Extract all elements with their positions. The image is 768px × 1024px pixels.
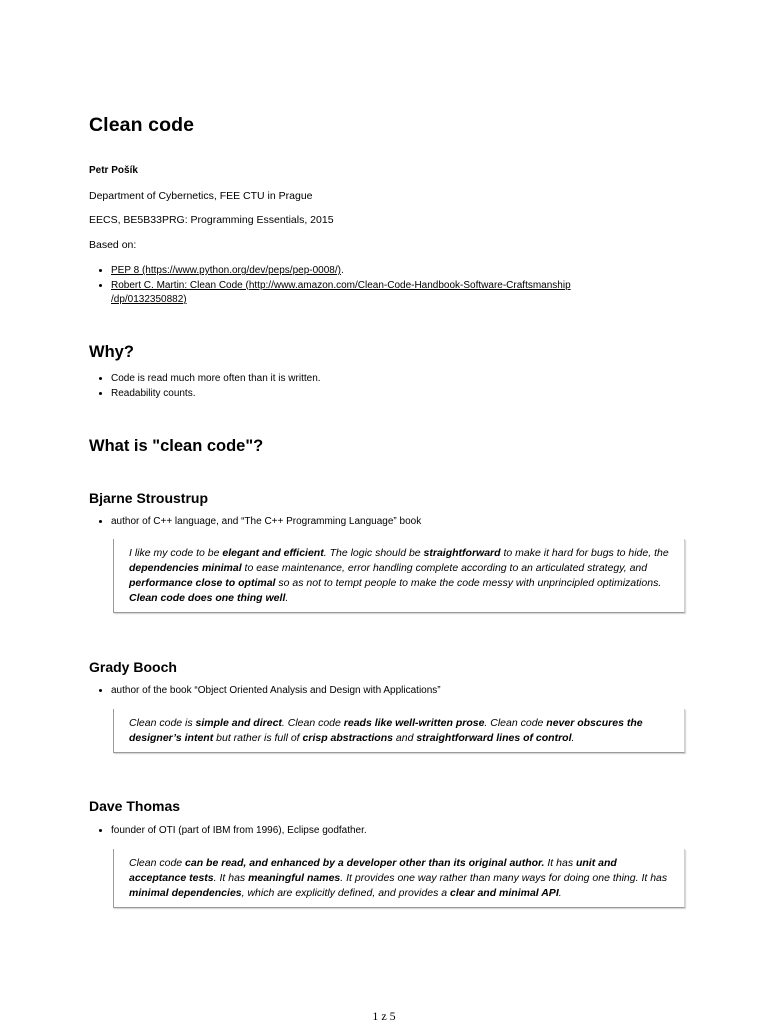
- emphasis-text: can be read, and enhanced by a developer other than its original author.: [185, 857, 545, 869]
- emphasis-text: clear and minimal API: [450, 887, 559, 899]
- what-is-clean-code-heading: What is "clean code"?: [89, 437, 264, 455]
- link-line: /dp/0132350882): [111, 294, 187, 305]
- emphasis-text: minimal dependencies: [129, 887, 242, 899]
- department-line: Department of Cybernetics, FEE CTU in Prague: [89, 190, 313, 202]
- person-heading-booch: Grady Booch: [89, 659, 177, 675]
- page-number: 1 z 5: [372, 1009, 396, 1023]
- page-title: Clean code: [89, 114, 195, 136]
- why-list: [99, 372, 321, 401]
- emphasis-text: straightforward: [423, 547, 501, 559]
- emphasis-text: unit and acceptance tests: [129, 857, 617, 884]
- booch-bio-list: [99, 684, 441, 699]
- booch-quote: Clean code is simple and direct. Clean code reads like well-written prose. Clean code never obscures the designer’s intent but rather is full of crisp abstractions and straightforward lines of control.: [113, 709, 685, 753]
- link-line: Robert C. Martin: Clean Code (http://www.amazon.com/Clean-Code-Handbook-Software-Craftsmanship: [111, 279, 571, 291]
- emphasis-text: dependencies minimal: [129, 562, 242, 574]
- list-item: • author of the book “Object Oriented Analysis and Design with Applications”: [111, 684, 441, 699]
- emphasis-text: meaningful names: [248, 872, 341, 884]
- person-heading-thomas: Dave Thomas: [89, 798, 181, 814]
- list-item: [111, 264, 571, 279]
- author-name: Petr Pošík: [89, 165, 138, 176]
- course-line: EECS, BE5B33PRG: Programming Essentials, 2015: [89, 214, 334, 226]
- person-heading-stroustrup: Bjarne Stroustrup: [89, 490, 209, 506]
- emphasis-text: straightforward lines of control: [416, 732, 572, 744]
- emphasis-text: crisp abstractions: [302, 732, 393, 744]
- thomas-bio-list: [99, 824, 367, 839]
- list-item: • Readability counts.: [111, 387, 321, 402]
- emphasis-text: elegant and efficient: [222, 547, 324, 559]
- references-list: [99, 264, 571, 308]
- emphasis-text: simple and direct: [195, 717, 282, 729]
- list-item: • author of C++ language, and “The C++ Programming Language” book: [111, 515, 421, 530]
- reference-suffix: .: [340, 265, 344, 276]
- clean-code-book-link[interactable]: [111, 280, 571, 306]
- stroustrup-quote: I like my code to be elegant and efficient. The logic should be straightforward to make it hard for bugs to hide, the dependencies minimal to ease maintenance, error handling complete according to an articulated strategy, and performance close to optimal so as not to tempt people to make the code messy with unprincipled optimizations. Clean code does one thing well.: [113, 539, 685, 613]
- why-heading: Why?: [89, 343, 134, 361]
- stroustrup-bio-list: [99, 515, 421, 530]
- emphasis-text: reads like well-written prose: [343, 717, 485, 729]
- emphasis-text: performance close to optimal: [129, 577, 276, 589]
- thomas-quote: Clean code can be read, and enhanced by a developer other than its original author. It has unit and acceptance tests. It has meaningful names. It provides one way rather than many ways for doing one thing. It has minimal dependencies, which are explicitly defined, and provides a clear and minimal API.: [113, 849, 685, 908]
- pep8-link[interactable]: PEP 8 (https://www.python.org/dev/peps/pep-0008/): [111, 265, 341, 276]
- list-item: • founder of OTI (part of IBM from 1996), Eclipse godfather.: [111, 824, 367, 839]
- based-on-label: Based on:: [89, 239, 137, 251]
- list-item: [111, 279, 571, 308]
- emphasis-text: Clean code does one thing well: [129, 592, 286, 604]
- list-item: • Code is read much more often than it is written.: [111, 372, 321, 387]
- emphasis-text: never obscures the designer’s intent: [129, 717, 643, 744]
